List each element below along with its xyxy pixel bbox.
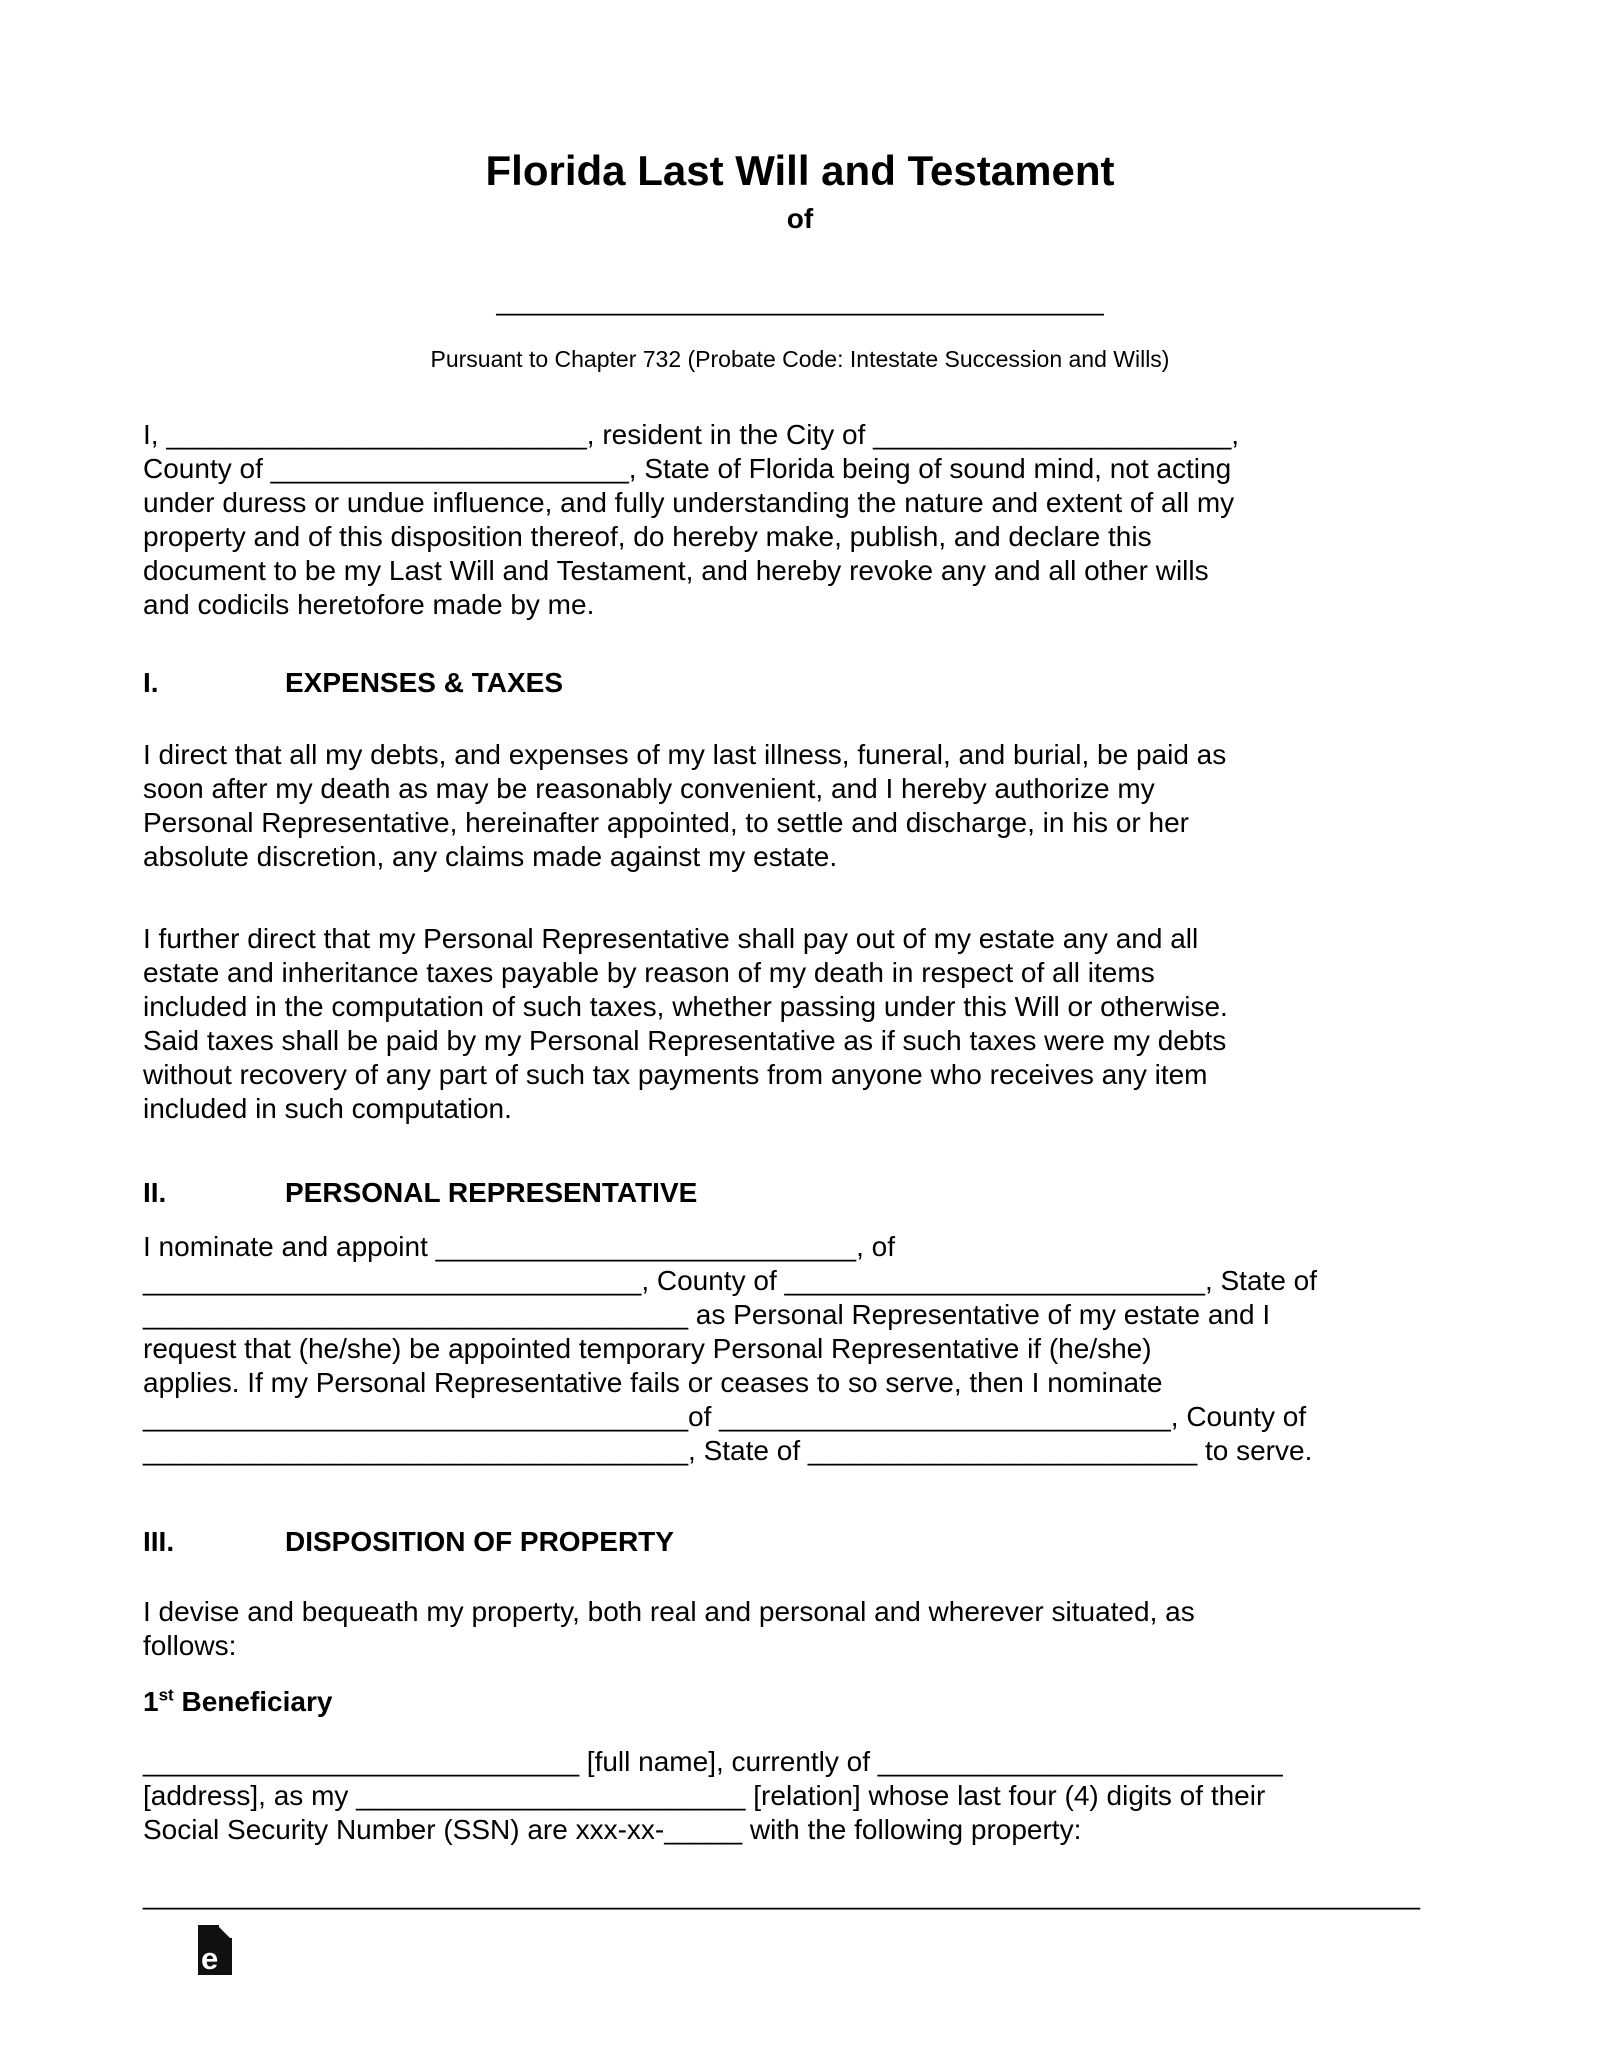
- text-line: and codicils heretofore made by me.: [143, 589, 595, 620]
- text-line: without recovery of any part of such tax payments from anyone who receives any item: [143, 1059, 1208, 1090]
- beneficiary-ordinal-suffix: st: [158, 1685, 174, 1705]
- text-line: County of _______________________, State of Florida being of sound mind, not acting: [143, 453, 1232, 484]
- text-line: ___________________________________, State of _________________________ to serve.: [143, 1435, 1313, 1466]
- first-beneficiary-paragraph: [143, 1745, 1283, 1847]
- text-line: follows:: [143, 1630, 237, 1661]
- text-line: request that (he/she) be appointed temporary Personal Representative if (he/she): [143, 1333, 1152, 1364]
- section-title: EXPENSES & TAXES: [285, 667, 564, 698]
- text-line: I further direct that my Personal Representative shall pay out of my estate any and all: [143, 923, 1199, 954]
- personal-representative-paragraph: [143, 1230, 1317, 1468]
- document-icon-fold-flap: [219, 1927, 230, 1938]
- beneficiary-label: Beneficiary: [173, 1686, 333, 1717]
- text-line: ___________________________________of _____________________________, County of: [143, 1401, 1307, 1432]
- section-number: II.: [143, 1177, 167, 1208]
- text-line: [address], as my _________________________ [relation] whose last four (4) digits of their: [143, 1780, 1266, 1811]
- testator-name-fill-in-blank: _______________________________________: [496, 285, 1104, 316]
- section-number: I.: [143, 667, 159, 698]
- statute-reference: Pursuant to Chapter 732 (Probate Code: Intestate Succession and Wills): [430, 346, 1170, 372]
- document-title: Florida Last Will and Testament: [485, 147, 1115, 194]
- eforms-e-icon: e: [201, 1941, 219, 1976]
- text-line: document to be my Last Will and Testament, and hereby revoke any and all other wills: [143, 555, 1209, 586]
- text-line: under duress or undue influence, and fully understanding the nature and extent of all my: [143, 487, 1235, 518]
- first-beneficiary-heading: [143, 1685, 332, 1719]
- text-line: included in such computation.: [143, 1093, 512, 1124]
- section-number: III.: [143, 1526, 175, 1557]
- opening-paragraph: [143, 418, 1239, 622]
- property-fill-in-blank-line: __________________________________________________________________________________: [143, 1879, 1420, 1910]
- text-line: ____________________________ [full name], currently of __________________________: [143, 1746, 1283, 1777]
- text-line: property and of this disposition thereof, do hereby make, publish, and declare this: [143, 521, 1152, 552]
- text-line: ___________________________________ as Personal Representative of my estate and I: [143, 1299, 1271, 1330]
- document-subtitle-of: of: [786, 203, 814, 234]
- text-line: soon after my death as may be reasonably convenient, and I hereby authorize my: [143, 773, 1155, 804]
- section-heading-disposition-of-property: [143, 1525, 674, 1559]
- text-line: I, ___________________________, resident in the City of _______________________,: [143, 419, 1240, 450]
- text-line: I direct that all my debts, and expenses of my last illness, funeral, and burial, be paid as: [143, 739, 1227, 770]
- text-line: applies. If my Personal Representative fails or ceases to so serve, then I nominate: [143, 1367, 1163, 1398]
- text-line: estate and inheritance taxes payable by reason of my death in respect of all items: [143, 957, 1155, 988]
- text-line: absolute discretion, any claims made against my estate.: [143, 841, 838, 872]
- text-line: ________________________________, County of ___________________________, State of: [143, 1265, 1318, 1296]
- text-line: included in the computation of such taxes, whether passing under this Will or otherwise.: [143, 991, 1228, 1022]
- text-line: I devise and bequeath my property, both real and personal and wherever situated, as: [143, 1596, 1195, 1627]
- expenses-paragraph-2: [143, 922, 1228, 1126]
- text-line: Social Security Number (SSN) are xxx-xx-_____ with the following property:: [143, 1814, 1082, 1845]
- text-line: I nominate and appoint ___________________________, of: [143, 1231, 896, 1262]
- beneficiary-ordinal: 1: [143, 1686, 159, 1717]
- text-line: Personal Representative, hereinafter appointed, to settle and discharge, in his or her: [143, 807, 1189, 838]
- section-title: DISPOSITION OF PROPERTY: [285, 1526, 674, 1557]
- eforms-logo: [198, 1925, 232, 1975]
- section-heading-personal-representative: [143, 1176, 697, 1210]
- disposition-paragraph: [143, 1595, 1195, 1663]
- expenses-paragraph-1: [143, 738, 1226, 874]
- section-heading-expenses-taxes: [143, 666, 563, 700]
- section-title: PERSONAL REPRESENTATIVE: [285, 1177, 698, 1208]
- text-line: Said taxes shall be paid by my Personal Representative as if such taxes were my debts: [143, 1025, 1227, 1056]
